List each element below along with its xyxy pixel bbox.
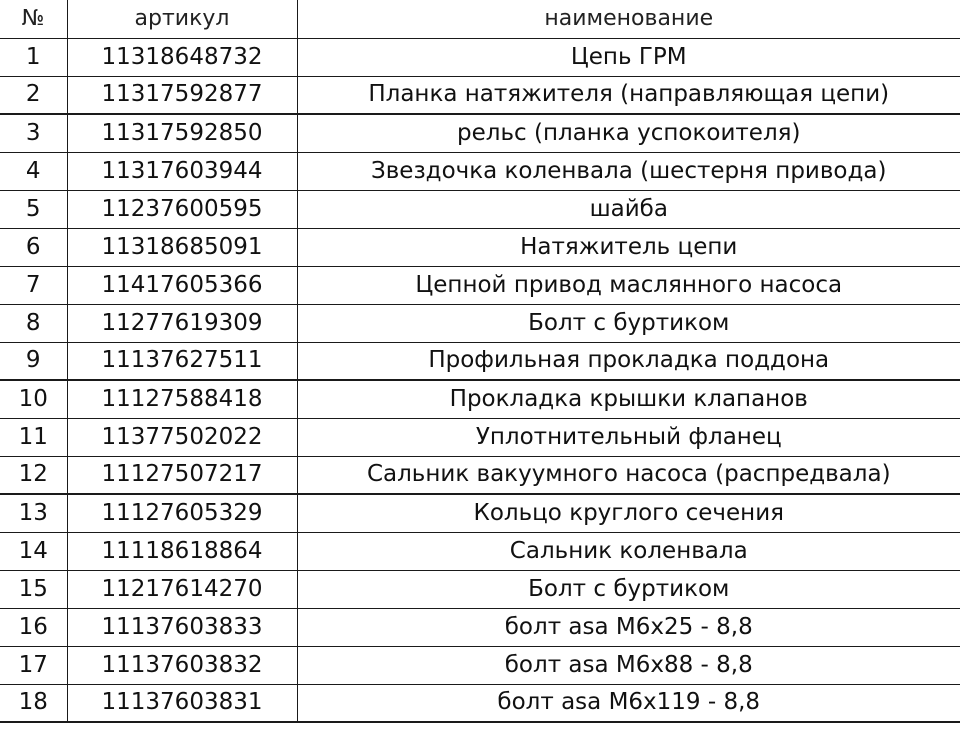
table-row [0, 418, 960, 456]
cell-article: 11137603832 [67, 646, 297, 684]
cell-article: 11318685091 [67, 228, 297, 266]
cell-num: 7 [0, 266, 67, 304]
table-row [0, 532, 960, 570]
cell-article: 11127507217 [67, 456, 297, 494]
cell-num: 11 [0, 418, 67, 456]
cell-num: 16 [0, 608, 67, 646]
cell-name: рельс (планка успокоителя) [297, 114, 960, 152]
cell-name: болт asa M6x88 - 8,8 [297, 646, 960, 684]
cell-num: 12 [0, 456, 67, 494]
table-row [0, 38, 960, 76]
cell-num: 3 [0, 114, 67, 152]
table-header [0, 0, 960, 38]
table-row [0, 494, 960, 532]
table-row [0, 456, 960, 494]
table-row [0, 608, 960, 646]
cell-article: 11237600595 [67, 190, 297, 228]
table-row [0, 380, 960, 418]
cell-name: шайба [297, 190, 960, 228]
cell-article: 11377502022 [67, 418, 297, 456]
cell-article: 11137627511 [67, 342, 297, 380]
table-row [0, 304, 960, 342]
cell-name: Профильная прокладка поддона [297, 342, 960, 380]
cell-num: 4 [0, 152, 67, 190]
cell-name: Уплотнительный фланец [297, 418, 960, 456]
cell-num: 13 [0, 494, 67, 532]
cell-name: Планка натяжителя (направляющая цепи) [297, 76, 960, 114]
cell-num: 9 [0, 342, 67, 380]
cell-article: 11318648732 [67, 38, 297, 76]
cell-article: 11417605366 [67, 266, 297, 304]
cell-num: 1 [0, 38, 67, 76]
cell-article: 11127605329 [67, 494, 297, 532]
table-row [0, 228, 960, 266]
cell-article: 11137603831 [67, 684, 297, 722]
cell-article: 11317592877 [67, 76, 297, 114]
cell-num: 10 [0, 380, 67, 418]
cell-num: 5 [0, 190, 67, 228]
cell-num: 17 [0, 646, 67, 684]
table-body [0, 38, 960, 722]
header-row [0, 0, 960, 38]
cell-num: 8 [0, 304, 67, 342]
cell-name: Сальник вакуумного насоса (распредвала) [297, 456, 960, 494]
table-row [0, 190, 960, 228]
cell-name: Натяжитель цепи [297, 228, 960, 266]
table-row [0, 570, 960, 608]
cell-name: болт asa M6x25 - 8,8 [297, 608, 960, 646]
cell-name: Сальник коленвала [297, 532, 960, 570]
cell-name: Кольцо круглого сечения [297, 494, 960, 532]
cell-article: 11137603833 [67, 608, 297, 646]
cell-name: Цепь ГРМ [297, 38, 960, 76]
cell-article: 11317603944 [67, 152, 297, 190]
table-row [0, 152, 960, 190]
table-row [0, 684, 960, 722]
cell-num: 6 [0, 228, 67, 266]
cell-article: 11277619309 [67, 304, 297, 342]
cell-article: 11127588418 [67, 380, 297, 418]
cell-name: Болт с буртиком [297, 304, 960, 342]
cell-num: 14 [0, 532, 67, 570]
cell-name: болт asa M6x119 - 8,8 [297, 684, 960, 722]
cell-num: 18 [0, 684, 67, 722]
cell-num: 2 [0, 76, 67, 114]
cell-name: Цепной привод маслянного насоса [297, 266, 960, 304]
cell-name: Звездочка коленвала (шестерня привода) [297, 152, 960, 190]
cell-article: 11217614270 [67, 570, 297, 608]
cell-article: 11317592850 [67, 114, 297, 152]
cell-name: Болт с буртиком [297, 570, 960, 608]
table-row [0, 76, 960, 114]
table-row [0, 266, 960, 304]
header-article: артикул [67, 0, 297, 38]
table-row [0, 114, 960, 152]
header-name: наименование [297, 0, 960, 38]
header-num: № [0, 0, 67, 38]
cell-name: Прокладка крышки клапанов [297, 380, 960, 418]
cell-num: 15 [0, 570, 67, 608]
table-row [0, 646, 960, 684]
table-row [0, 342, 960, 380]
cell-article: 11118618864 [67, 532, 297, 570]
